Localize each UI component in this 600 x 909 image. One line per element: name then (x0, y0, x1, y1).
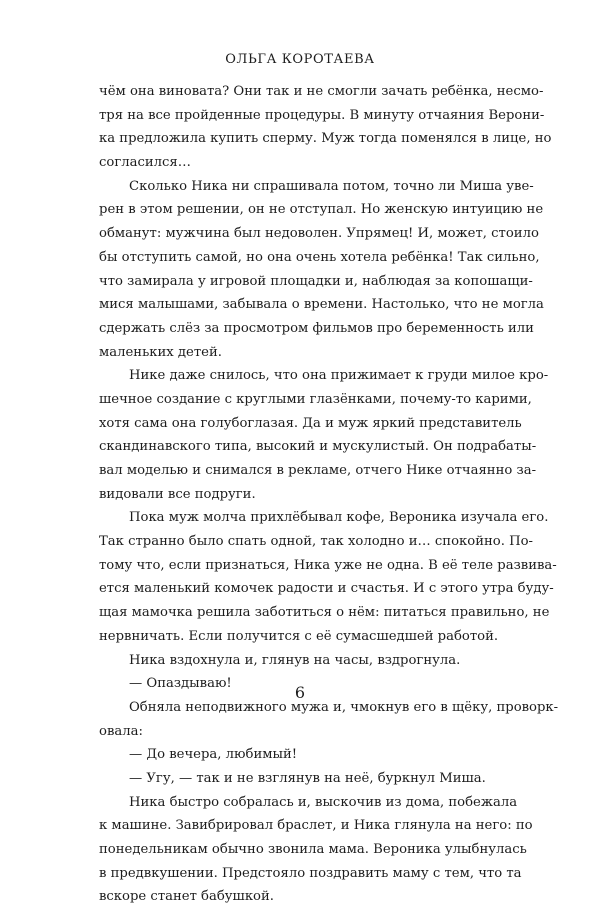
text-line: согласился… (99, 155, 191, 171)
text-line: овала: (99, 723, 143, 739)
text-line: Сколько Ника ни спрашивала потом, точно ли Миша уве- (129, 178, 534, 194)
text-line: обманут: мужчина был недоволен. Упрямец! И, может, стоило (99, 226, 539, 242)
text-line: нервничать. Если получится с её сумасшедшей работой. (99, 628, 499, 644)
text-line: понедельникам обычно звонила мама. Вероника улыбнулась (99, 842, 527, 857)
text-line: тому что, если признаться, Ника уже не одна. В её теле развива- (99, 557, 557, 573)
page-number: 6 (294, 683, 306, 702)
text-line: вскоре станет бабушкой. (99, 889, 274, 905)
text-line: что замирала у игровой площадки и, наблюдая за копошащи- (99, 273, 533, 289)
text-line: Пока муж молча прихлёбывал кофе, Вероника изучала его. (129, 510, 549, 526)
text-line: Нике даже снилось, что она прижимает к груди милое кро- (129, 368, 549, 384)
text-line: Ника вздохнула и, глянув на часы, вздрогнула. (129, 652, 461, 668)
text-line: чём она виновата? Они так и не смогли зачать ребёнка, несмо- (99, 84, 544, 99)
text-line: мися малышами, забывала о времени. Настолько, что не могла (99, 297, 544, 313)
text-line: ка предложила купить сперму. Муж тогда поменялся в лице, но (99, 131, 552, 147)
text-line: шечное создание с круглыми глазёнками, почему-то карими, (99, 391, 532, 407)
text-line: видовали все подруги. (99, 486, 256, 502)
text-line: маленьких детей. (99, 344, 222, 360)
running-header: ОЛЬГА КОРОТАЕВА (225, 52, 375, 67)
dialogue-line: — До вечера, любимый! (129, 747, 298, 763)
text-line: бы отступить самой, но она очень хотела ребёнка! Так сильно, (99, 249, 540, 265)
text-line: ется маленький комочек радости и счастья. И с этого утра буду- (99, 581, 554, 597)
text-line: Так странно было спать одной, так холодно и… спокойно. По- (99, 534, 533, 550)
body-text (99, 80, 559, 909)
text-line: хотя сама она голубоглазая. Да и муж яркий представитель (99, 415, 522, 431)
text-line: вал моделью и снимался в рекламе, отчего Нике отчаянно за- (99, 463, 537, 478)
dialogue-line: — Угу, — так и не взглянув на неё, буркнул Миша. (129, 770, 486, 786)
text-line: тря на все пройденные процедуры. В минуту отчаяния Верони- (99, 107, 545, 123)
text-line: к машине. Завибрировал браслет, и Ника глянула на него: по (99, 818, 533, 834)
dialogue-line: — Опаздываю! (129, 676, 232, 692)
text-line: рен в этом решении, он не отступал. Но женскую интуицию не (99, 202, 544, 218)
text-line: сдержать слёз за просмотром фильмов про беременность или (99, 320, 534, 336)
text-line: в предвкушении. Предстояло поздравить маму с тем, что та (99, 865, 522, 881)
text-line: скандинавского типа, высокий и мускулистый. Он подрабаты- (99, 439, 537, 455)
text-line: щая мамочка решила заботиться о нём: питаться правильно, не (99, 605, 550, 621)
text-line: Обняла неподвижного мужа и, чмокнув его в щёку, проворк- (129, 699, 559, 715)
text-line: Ника быстро собралась и, выскочив из дома, побежала (129, 794, 518, 810)
